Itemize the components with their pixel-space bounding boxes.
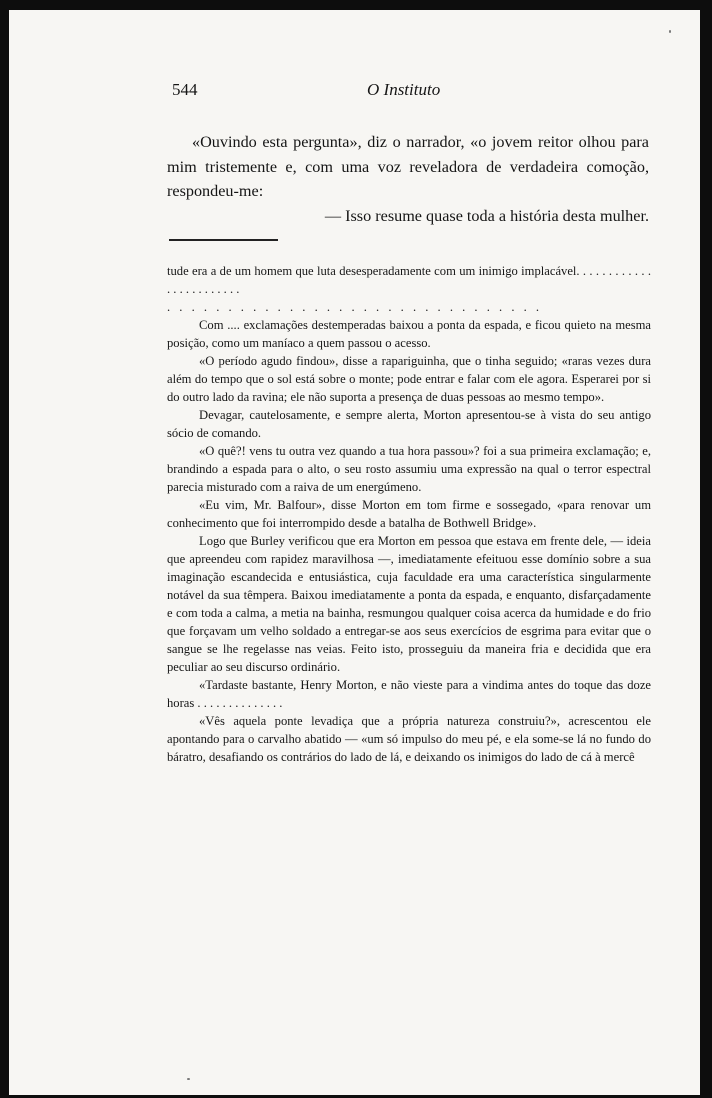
running-title: O Instituto (367, 80, 441, 99)
main-paragraph: — Isso resume quase toda a história desta mulher. (324, 206, 649, 225)
footnote-paragraph: Devagar, cautelosamente, e sempre alerta, Morton apresentou-se à vista do seu antigo sócio de comando. (167, 408, 651, 440)
footnote-paragraph: tude era a de um homem que luta desesperadamente com um inimigo implacável. . . . . . . . . . . . . . . . . . . . . . . . (167, 264, 651, 296)
main-text (167, 130, 649, 228)
footnote-ellipsis-line: . . . . . . . . . . . . . . . . . . . . . . . . . . . . . . . (167, 300, 543, 314)
footnote-paragraph: «Eu vim, Mr. Balfour», disse Morton em tom firme e sossegado, «para renovar um conhecimento que foi interrompido desde a batalha de Bothwell Bridge». (167, 498, 651, 530)
footnote-rule (169, 239, 278, 241)
paper-speck (187, 1078, 190, 1080)
main-paragraph: «Ouvindo esta pergunta», diz o narrador, «o jovem reitor olhou para mim tristemente e, com uma voz reveladora de verdadeira comoção, respondeu-me: (167, 133, 649, 200)
page-number: 544 (172, 80, 198, 99)
footnote-paragraph: «O período agudo findou», disse a rapariguinha, que o tinha seguido; «raras vezes dura além do tempo que o sol está sobre o monte; pode entrar e falar com ele agora. Esperarei por si do outro lado da ravina; ele não suporta a presença de duas pessoas ao mesmo tempo». (167, 354, 651, 404)
footnote-paragraph: «Vês aquela ponte levadiça que a própria natureza construiu?», acrescentou ele apontando para o carvalho abatido — «um só impulso do meu pé, e ela some-se lá no fundo do báratro, desafiando os contrários do lado de lá, e deixando os inimigos do lado de cá à mercê (167, 714, 651, 764)
paper-speck (669, 30, 671, 33)
footnote-paragraph: Logo que Burley verificou que era Morton em pessoa que estava em frente dele, — ideia que apreendeu com rapidez maravilhosa —, imediatamente efeituou esse domínio sobre a sua imaginação escandecida e entusiástica, cuja faculdade era uma característica singularmente notável da sua têmpera. Baixou imediatamente a ponta da espada, e enquanto, disfarçadamente e com toda a calma, a metia na bainha, resmungou qualquer coisa acerca da humidade e do frio que forçavam um velho soldado a entregar-se aos seus exercícios de esgrima para evitar que o sangue se lhe regelasse nas veias. Feito isto, prosseguiu da maneira fria e decidida que era peculiar ao seu discurso ordinário. (167, 534, 651, 674)
footnote-text (167, 262, 651, 766)
footnote-paragraph: «O quê?! vens tu outra vez quando a tua hora passou»? foi a sua primeira exclamação; e, brandindo a espada para o alto, o seu rosto assumiu uma expressão na qual o terror espectral parecia misturado com a raiva de um energúmeno. (167, 444, 651, 494)
footnote-paragraph: Com .... exclamações destemperadas baixou a ponta da espada, e ficou quieto na mesma posição, como um maníaco a quem passou o acesso. (167, 318, 651, 350)
footnote-paragraph: «Tardaste bastante, Henry Morton, e não vieste para a vindima antes do toque das doze horas . . . . . . . . . . . . . . (167, 678, 651, 710)
book-page (9, 10, 700, 1095)
